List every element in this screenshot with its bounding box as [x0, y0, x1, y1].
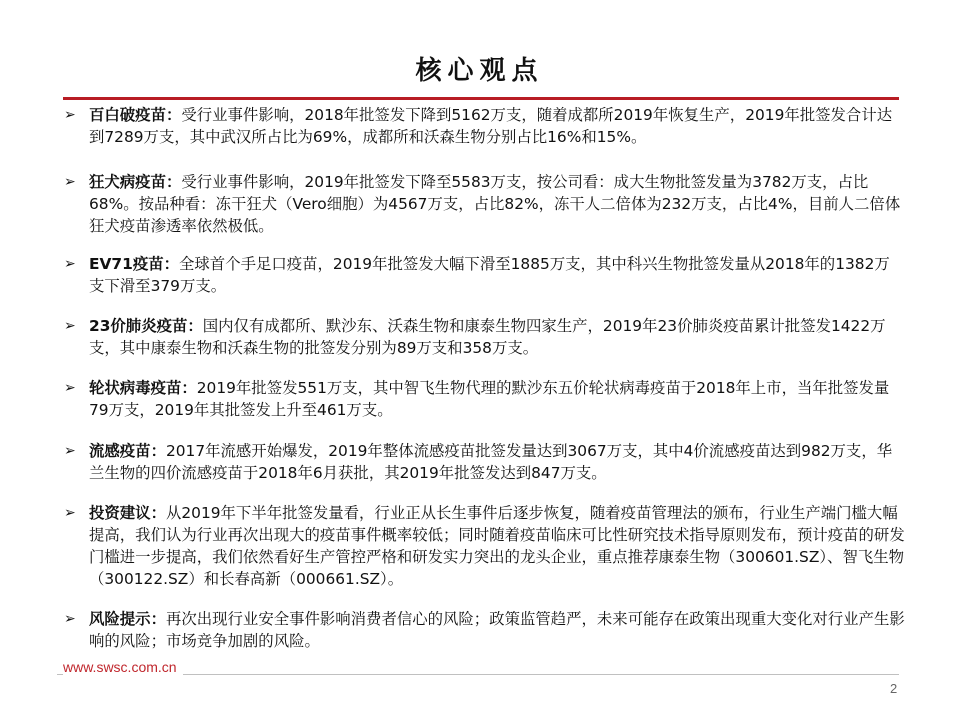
bullet-text: 再次出现行业安全事件影响消费者信心的风险；政策监管趋严，未来可能存在政策出现重大变化对行业产生影响的风险；市场竞争加剧的风险。 — [89, 610, 905, 650]
bullet-heading: 23价肺炎疫苗： — [89, 317, 203, 335]
bullet-heading: 流感疫苗： — [89, 442, 166, 460]
bullet-heading: EV71疫苗： — [89, 255, 180, 273]
bullet-rotavirus-vaccine — [63, 377, 905, 421]
bullet-arrow-icon: ➢ — [64, 107, 76, 123]
bullet-heading: 百白破疫苗： — [89, 106, 182, 124]
bullet-arrow-icon: ➢ — [64, 611, 76, 627]
bullet-text: 国内仅有成都所、默沙东、沃森生物和康泰生物四家生产，2019年23价肺炎疫苗累计批签发1422万支，其中康泰生物和沃森生物的批签发分别为89万支和358万支。 — [89, 317, 886, 357]
bullet-text: 全球首个手足口疫苗，2019年批签发大幅下滑至1885万支，其中科兴生物批签发量从2018年的1382万支下滑至379万支。 — [89, 255, 890, 295]
bullet-ev71-vaccine — [63, 253, 905, 297]
bullet-text: 受行业事件影响，2019年批签发下降至5583万支，按公司看：成大生物批签发量为3782万支，占比68%。按品种看：冻干狂犬（Vero细胞）为4567万支，占比82%，冻干人二倍体为232万支，占比4%，目前人二倍体狂犬疫苗渗透率依然极低。 — [89, 173, 901, 235]
bullet-text: 从2019年下半年批签发量看，行业正从长生事件后逐步恢复，随着疫苗管理法的颁布，行业生产端门槛大幅提高，我们认为行业再次出现大的疫苗事件概率较低；同时随着疫苗临床可比性研究技术指导原则发布，预计疫苗的研发门槛进一步提高，我们依然看好生产管控严格和研发实力突出的龙头企业，重点推荐康泰生物（300601.SZ）、智飞生物（300122.SZ）和长春高新（000661.SZ）。 — [89, 504, 905, 588]
bullet-flu-vaccine — [63, 440, 905, 484]
title-divider — [63, 97, 899, 100]
bullet-text: 受行业事件影响，2018年批签发下降到5162万支，随着成都所2019年恢复生产，2019年批签发合计达到7289万支，其中武汉所占比为69%，成都所和沃森生物分别占比16%和15%。 — [89, 106, 893, 146]
bullet-text: 2019年批签发551万支，其中智飞生物代理的默沙东五价轮状病毒疫苗于2018年上市，当年批签发量79万支，2019年其批签发上升至461万支。 — [89, 379, 890, 419]
bullet-text: 2017年流感开始爆发，2019年整体流感疫苗批签发量达到3067万支，其中4价流感疫苗达到982万支，华兰生物的四价流感疫苗于2018年6月获批，其2019年批签发达到847万支。 — [89, 442, 893, 482]
bullet-dtap-vaccine — [63, 104, 905, 148]
bullet-investment-advice — [63, 502, 905, 590]
bullet-arrow-icon: ➢ — [64, 318, 76, 334]
footer-divider — [57, 674, 899, 675]
bullet-ppv23-vaccine — [63, 315, 905, 359]
bullet-heading: 轮状病毒疫苗： — [89, 379, 197, 397]
bullet-arrow-icon: ➢ — [64, 174, 76, 190]
bullet-arrow-icon: ➢ — [64, 443, 76, 459]
bullet-heading: 风险提示： — [89, 610, 166, 628]
bullet-heading: 狂犬病疫苗： — [89, 173, 182, 191]
bullet-rabies-vaccine — [63, 171, 905, 237]
bullet-risk-warning — [63, 608, 905, 652]
bullet-arrow-icon: ➢ — [64, 380, 76, 396]
bullet-arrow-icon: ➢ — [64, 256, 76, 272]
page-number: 2 — [890, 681, 898, 696]
bullet-arrow-icon: ➢ — [64, 505, 76, 521]
page-title: 核心观点 — [415, 56, 544, 86]
bullet-heading: 投资建议： — [89, 504, 166, 522]
footer-website-link[interactable]: www.swsc.com.cn — [63, 659, 183, 675]
